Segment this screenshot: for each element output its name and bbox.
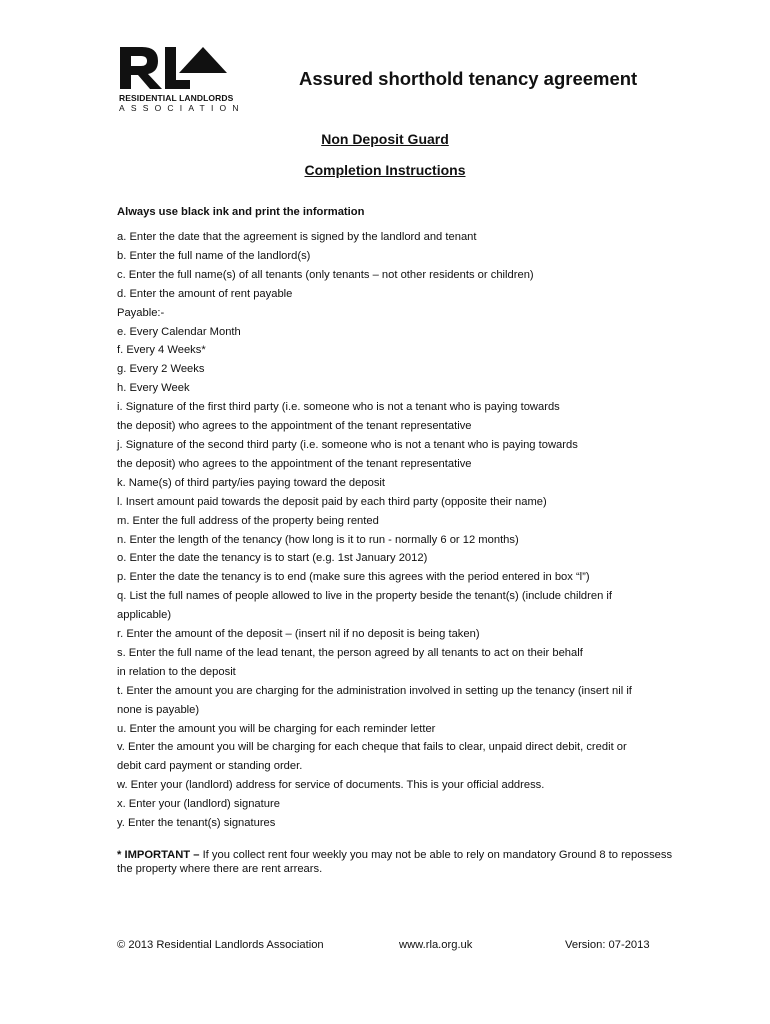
instruction-line: b. Enter the full name of the landlord(s) <box>117 249 311 262</box>
instruction-line: debit card payment or standing order. <box>117 760 303 773</box>
instruction-line: m. Enter the full address of the property being rented <box>117 514 379 527</box>
intro-text: Always use black ink and print the information <box>117 206 365 218</box>
instruction-line: applicable) <box>117 609 172 622</box>
rla-logo <box>118 45 245 115</box>
page-title: Assured shorthold tenancy agreement <box>299 68 638 89</box>
instruction-line: l. Insert amount paid towards the deposit paid by each third party (opposite their name) <box>117 495 547 508</box>
instruction-line: t. Enter the amount you are charging for the administration involved in setting up the tenancy (insert nil if <box>117 684 632 697</box>
instruction-line: n. Enter the length of the tenancy (how long is it to run - normally 6 or 12 months) <box>117 533 519 546</box>
instruction-line: the deposit) who agrees to the appointment of the tenant representative <box>117 420 472 433</box>
instruction-line: o. Enter the date the tenancy is to start (e.g. 1st January 2012) <box>117 552 428 565</box>
instruction-line: in relation to the deposit <box>117 665 236 678</box>
instruction-line: Payable:- <box>117 306 165 319</box>
footer-copyright: © 2013 Residential Landlords Association <box>117 939 324 951</box>
instruction-line: f. Every 4 Weeks* <box>117 344 206 357</box>
important-label: * IMPORTANT – <box>117 849 200 861</box>
instruction-line: the deposit) who agrees to the appointment of the tenant representative <box>117 457 472 470</box>
instruction-line: r. Enter the amount of the deposit – (insert nil if no deposit is being taken) <box>117 628 480 641</box>
instruction-line: j. Signature of the second third party (i.e. someone who is not a tenant who is paying towards <box>117 438 578 451</box>
important-text: If you collect rent four weekly you may not be able to rely on mandatory Ground 8 to repossess the property where there are rent arrears. <box>117 849 673 875</box>
instruction-line: i. Signature of the first third party (i.e. someone who is not a tenant who is paying towards <box>117 401 560 414</box>
instructions-list <box>117 228 677 833</box>
instruction-line: d. Enter the amount of rent payable <box>117 287 293 300</box>
important-note <box>117 849 677 876</box>
footer-website: www.rla.org.uk <box>399 939 473 951</box>
org-name-line1: RESIDENTIAL LANDLORDS <box>119 93 234 103</box>
instruction-line: a. Enter the date that the agreement is signed by the landlord and tenant <box>117 231 477 243</box>
instruction-line: x. Enter your (landlord) signature <box>117 798 280 811</box>
rla-logo-icon <box>118 45 233 91</box>
instruction-line: h. Every Week <box>117 382 190 395</box>
subtitle-completion-instructions: Completion Instructions <box>304 162 466 178</box>
instruction-line: p. Enter the date the tenancy is to end (make sure this agrees with the period entered in box “l”) <box>117 571 590 584</box>
org-name-line2: ASSOCIATION <box>119 103 245 113</box>
instruction-line: u. Enter the amount you will be charging for each reminder letter <box>117 722 436 735</box>
instruction-line: v. Enter the amount you will be charging for each cheque that fails to clear, unpaid direct debit, credit or <box>117 741 627 754</box>
instruction-line: none is payable) <box>117 703 200 716</box>
instruction-line: w. Enter your (landlord) address for service of documents. This is your official address. <box>117 779 545 792</box>
instruction-line: k. Name(s) of third party/ies paying toward the deposit <box>117 476 386 489</box>
subtitle-non-deposit-guard: Non Deposit Guard <box>321 131 449 147</box>
instruction-line: g. Every 2 Weeks <box>117 363 205 376</box>
instruction-line: y. Enter the tenant(s) signatures <box>117 817 276 830</box>
footer-version: Version: 07-2013 <box>565 939 650 951</box>
instruction-line: e. Every Calendar Month <box>117 325 241 338</box>
instruction-line: c. Enter the full name(s) of all tenants (only tenants – not other residents or children) <box>117 268 534 281</box>
instruction-line: q. List the full names of people allowed to live in the property beside the tenant(s) (include children if <box>117 590 613 603</box>
instruction-line: s. Enter the full name of the lead tenant, the person agreed by all tenants to act on their behalf <box>117 646 583 659</box>
